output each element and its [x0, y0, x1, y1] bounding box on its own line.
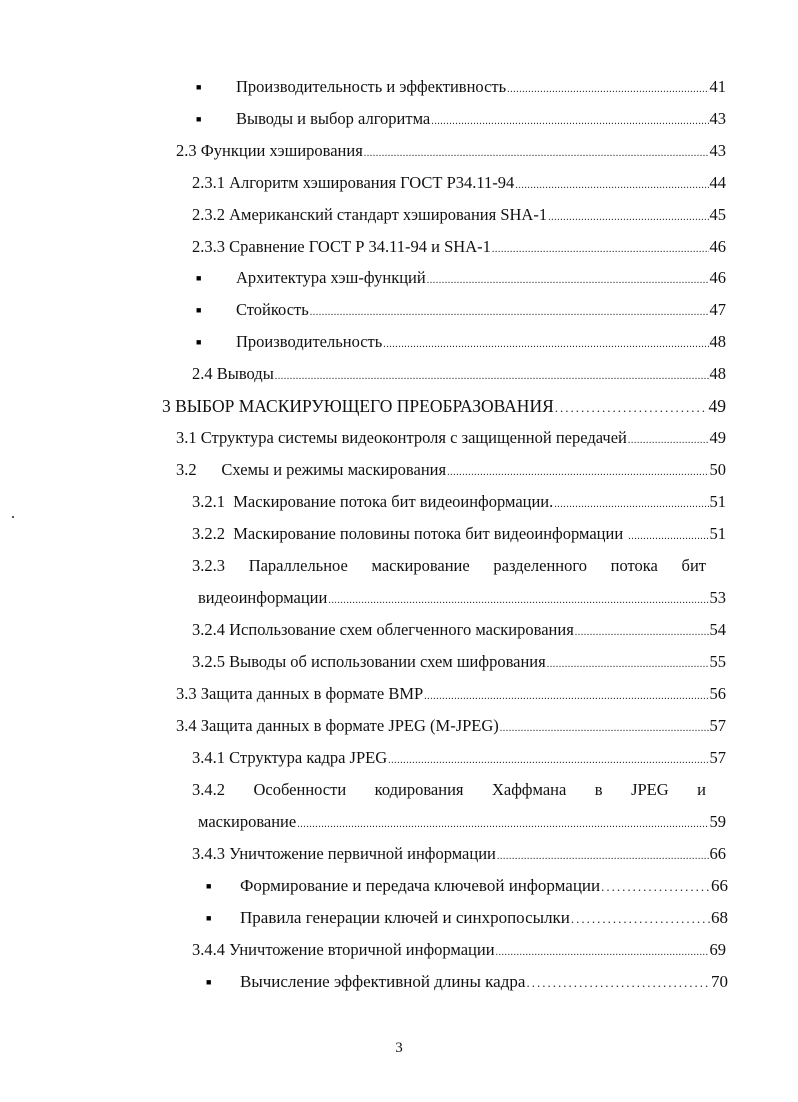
toc-entry-label: 3.4.3 Уничтожение первичной информации: [192, 844, 496, 863]
toc-entry-label: 3.2.4 Использование схем облегченного маскирования: [192, 620, 574, 639]
bullet-icon: ■: [206, 881, 212, 891]
toc-entry-label: 3.3 Защита данных в формате BMP: [176, 684, 424, 703]
toc-entry-page: 66: [711, 876, 728, 895]
leader-dots: [628, 527, 708, 547]
toc-entry[interactable]: [192, 237, 726, 260]
leader-dots: [447, 463, 708, 483]
toc-entry-label: Выводы и выбор алгоритма: [236, 109, 431, 128]
toc-entry[interactable]: [176, 141, 726, 164]
leader-dots: [492, 240, 709, 260]
toc-entry[interactable]: [192, 205, 726, 228]
toc-entry-label: Производительность и эффективность: [236, 77, 507, 96]
bullet-icon: ■: [206, 977, 212, 987]
toc-entry[interactable]: [192, 940, 726, 963]
leader-dots: [575, 623, 709, 643]
leader-dots: [424, 687, 708, 707]
toc-entry-label: Производительность: [236, 332, 383, 351]
toc-entry[interactable]: [192, 364, 726, 387]
toc-entry-label: 2.3.2 Американский стандарт хэширования SHA-1: [192, 205, 548, 224]
bullet-icon: ■: [196, 305, 202, 315]
toc-entry-page: 51: [709, 524, 726, 543]
leader-dots: [554, 495, 708, 515]
toc-entry-label: Архитектура хэш-функций: [236, 268, 426, 287]
toc-entry-label: 2.3 Функции хэширования: [176, 141, 363, 160]
toc-entry[interactable]: [196, 300, 726, 323]
toc-entry[interactable]: [176, 428, 726, 451]
toc-entry[interactable]: [192, 748, 726, 771]
toc-entry-page: 48: [709, 332, 726, 351]
toc-entry[interactable]: [192, 492, 726, 515]
toc-entry-page: 68: [711, 908, 728, 927]
toc-entry-page: 53: [709, 588, 726, 607]
toc-entry-label: 2.4 Выводы: [192, 364, 274, 383]
page-number: 3: [395, 1040, 403, 1056]
leader-dots: [547, 655, 709, 675]
leader-dots: [431, 112, 708, 132]
toc-entry-page: 51: [709, 492, 726, 511]
scan-speck: [12, 516, 14, 518]
toc-entry[interactable]: [162, 396, 726, 420]
leader-dots: [427, 271, 709, 291]
leader-dots: [364, 144, 709, 164]
leader-dots: [496, 943, 709, 963]
toc-entry[interactable]: [196, 77, 726, 100]
bullet-icon: ■: [196, 114, 202, 124]
toc-entry-label: Стойкость: [236, 300, 309, 319]
toc-entry-page: 57: [709, 748, 726, 767]
leader-dots: [497, 847, 709, 867]
leader-dots: [555, 398, 708, 420]
bullet-icon: ■: [196, 82, 202, 92]
toc-entry-page: 57: [709, 716, 726, 735]
toc-entry-page: 48: [709, 364, 726, 383]
toc-entry-page: 70: [711, 972, 728, 991]
toc-entry[interactable]: [192, 652, 726, 675]
toc-entry[interactable]: [176, 716, 726, 739]
toc-entry-page: 47: [709, 300, 726, 319]
toc-entry-label: 2.3.1 Алгоритм хэширования ГОСТ Р34.11-94: [192, 173, 515, 192]
toc-entry-label: 3.4.1 Структура кадра JPEG: [192, 748, 388, 767]
bullet-icon: ■: [206, 913, 212, 923]
toc-entry[interactable]: [206, 972, 728, 995]
toc-entry[interactable]: [198, 812, 726, 835]
leader-dots: [328, 591, 708, 611]
leader-dots: [526, 973, 710, 995]
toc-entry[interactable]: [192, 173, 726, 196]
toc-entry-page: 44: [709, 173, 726, 192]
toc-entry[interactable]: [196, 109, 726, 132]
toc-entry-label: 3.1 Структура системы видеоконтроля с защищенной передачей: [176, 428, 627, 447]
toc-entry-page: 49: [708, 396, 726, 416]
toc-entry-label: видеоинформации: [198, 588, 328, 607]
toc-entry-page: 66: [709, 844, 726, 863]
toc-entry-page: 56: [709, 684, 726, 703]
toc-entry-label: маскирование: [198, 812, 297, 831]
toc-entry-line1[interactable]: 3.2.3 Параллельное маскирование разделенного потока бит: [192, 556, 706, 575]
toc-entry-page: 55: [709, 652, 726, 671]
leader-dots: [383, 335, 708, 355]
leader-dots: [571, 909, 710, 931]
leader-dots: [310, 303, 709, 323]
toc-entry-label: 3.4.4 Уничтожение вторичной информации: [192, 940, 495, 959]
toc-entry[interactable]: [192, 844, 726, 867]
toc-entry-page: 43: [709, 109, 726, 128]
leader-dots: [628, 431, 709, 451]
toc-entry-page: 46: [709, 237, 726, 256]
bullet-icon: ■: [196, 337, 202, 347]
toc-entry-label: 3.2 Схемы и режимы маскирования: [176, 460, 447, 479]
toc-entry-page: 59: [709, 812, 726, 831]
toc-entry[interactable]: [198, 588, 726, 611]
toc-entry-label: 3.2.5 Выводы об использовании схем шифрования: [192, 652, 546, 671]
leader-dots: [388, 751, 708, 771]
toc-entry[interactable]: [206, 908, 728, 931]
toc-entry-line1[interactable]: 3.4.2 Особенности кодирования Хаффмана в JPEG и: [192, 780, 706, 799]
toc-entry-page: 49: [709, 428, 726, 447]
toc-entry[interactable]: [196, 332, 726, 355]
toc-entry[interactable]: [176, 684, 726, 707]
toc-entry-label: 3.2.2 Маскирование половины потока бит видеоинформации: [192, 524, 628, 543]
toc-entry-page: 69: [709, 940, 726, 959]
leader-dots: [297, 815, 708, 835]
leader-dots: [507, 80, 708, 100]
toc-entry-label: 3.4 Защита данных в формате JPEG (M-JPEG): [176, 716, 499, 735]
toc-entry-page: 50: [709, 460, 726, 479]
toc-entry-label: Формирование и передача ключевой информации: [240, 876, 601, 895]
leader-dots: [548, 208, 708, 228]
toc-entry-label: Вычисление эффективной длины кадра: [240, 972, 526, 991]
toc-entry-page: 45: [709, 205, 726, 224]
leader-dots: [500, 719, 709, 739]
toc-entry-page: 46: [709, 268, 726, 287]
toc-entry-label: 3.2.1 Маскирование потока бит видеоинформации.: [192, 492, 554, 511]
toc-entry-label: Правила генерации ключей и синхропосылки: [240, 908, 570, 927]
toc-entry-page: 41: [709, 77, 726, 96]
toc-entry[interactable]: [192, 620, 726, 643]
leader-dots: [515, 176, 708, 196]
leader-dots: [601, 877, 710, 899]
toc-entry[interactable]: [196, 268, 726, 291]
toc-entry[interactable]: [206, 876, 728, 899]
toc-entry[interactable]: [192, 524, 726, 547]
toc-entry-label: 3 ВЫБОР МАСКИРУЮЩЕГО ПРЕОБРАЗОВАНИЯ: [162, 396, 554, 416]
toc-entry-label: 2.3.3 Сравнение ГОСТ Р 34.11-94 и SHA-1: [192, 237, 491, 256]
bullet-icon: ■: [196, 273, 202, 283]
leader-dots: [275, 367, 709, 387]
toc-entry-page: 43: [709, 141, 726, 160]
toc-entry[interactable]: [176, 460, 726, 483]
toc-entry-page: 54: [709, 620, 726, 639]
